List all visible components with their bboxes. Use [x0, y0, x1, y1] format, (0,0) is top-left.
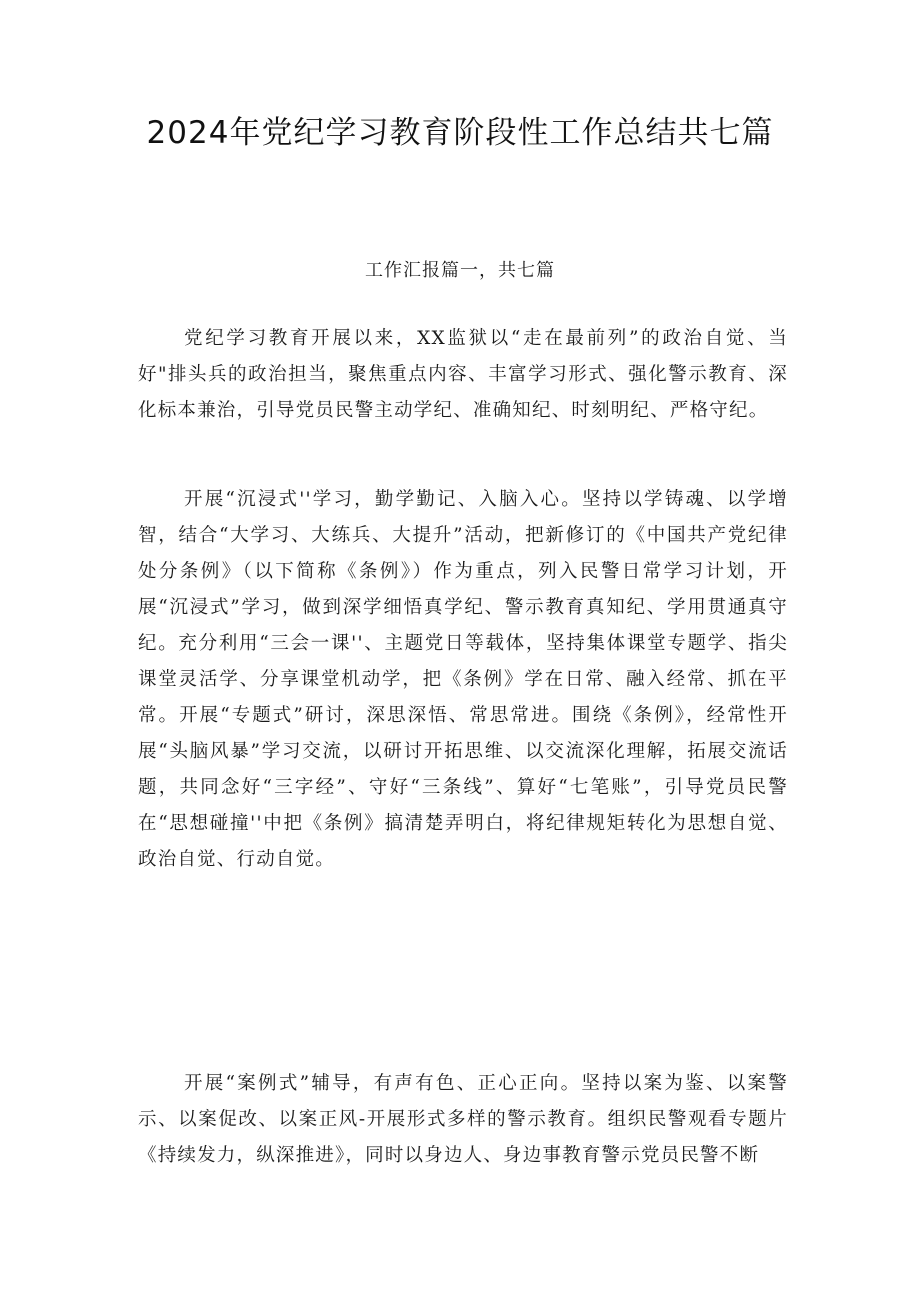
paragraph-3: 开展“案例式”辅导，有声有色、正心正向。坚持以案为鉴、以案警示、以案促改、以案正风-开展形式多样的警示教育。组织民警观看专题片《持续发力，纵深推进》，同时以身边人、身边事教育警示党员民警不断 — [138, 1073, 788, 1166]
document-title: 2024年党纪学习教育阶段性工作总结共七篇 — [146, 115, 774, 151]
document-subtitle: 工作汇报篇一，共七篇 — [365, 260, 555, 281]
paragraph-1: 党纪学习教育开展以来，XX监狱以“走在最前列”的政治自觉、当好"排头兵的政治担当，聚焦重点内容、丰富学习形式、强化警示教育、深化标本兼治，引导党员民警主动学纪、准确知纪、时刻明纪、严格守纪。 — [138, 328, 788, 421]
paragraph-2: 开展“沉浸式''学习，勤学勤记、入脑入心。坚持以学铸魂、以学增智，结合“大学习、大练兵、大提升”活动，把新修订的《中国共产党纪律处分条例》（以下简称《条例》）作为重点，列入民警日常学习计划，开展“沉浸式”学习，做到深学细悟真学纪、警示教育真知纪、学用贯通真守纪。充分利用“三会一课''、主题党日等载体，坚持集体课堂专题学、指尖课堂灵活学、分享课堂机动学，把《条例》学在日常、融入经常、抓在平常。开展“专题式”研讨，深思深悟、常思常进。围绕《条例》，经常性开展“头脑风暴”学习交流，以研讨开拓思维、以交流深化理解，拓展交流话题，共同念好“三字经”、守好“三条线”、算好“七笔账”，引导党员民警在“思想碰撞''中把《条例》搞清楚弄明白，将纪律规矩转化为思想自觉、政治自觉、行动自觉。 — [138, 489, 788, 870]
